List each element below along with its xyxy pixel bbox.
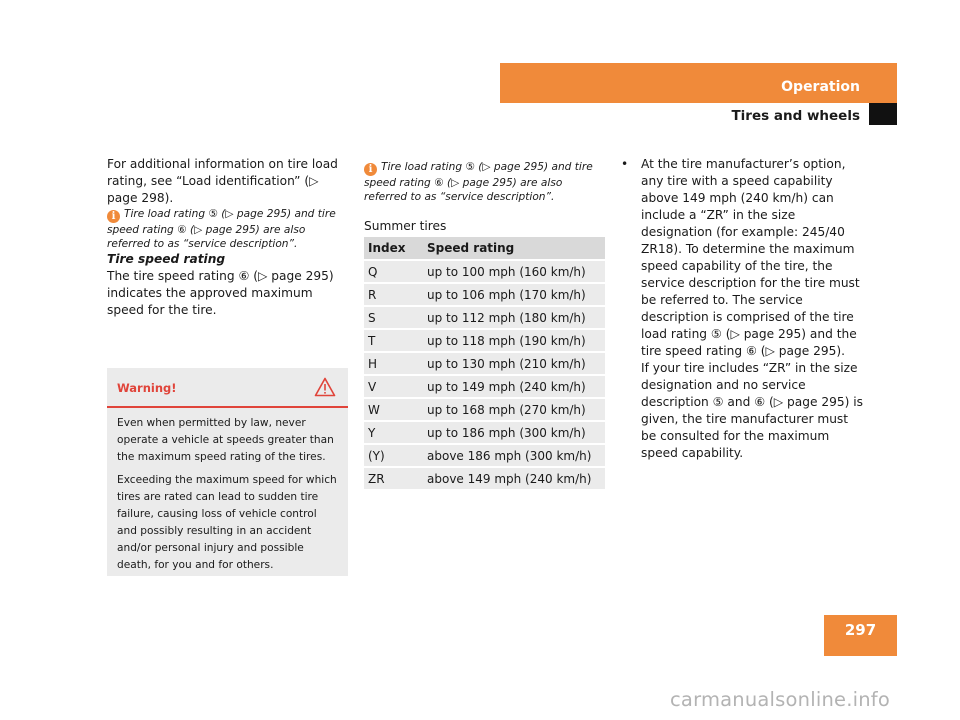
- index-cell: Q: [364, 259, 423, 282]
- right-column: [617, 156, 867, 462]
- table-row: [364, 305, 605, 328]
- section-title: Operation: [781, 79, 860, 95]
- table-row: [364, 374, 605, 397]
- info-icon: i: [364, 163, 377, 176]
- page-number: 297: [844, 621, 877, 639]
- section-heading: Tire speed rating: [107, 252, 226, 266]
- index-cell: (Y): [364, 443, 423, 466]
- index-cell: ZR: [364, 466, 423, 489]
- index-cell: H: [364, 351, 423, 374]
- info-note-2-text: Tire load rating ⑤ (▷ page 295) and tire speed rating ⑥ (▷ page 295) are also referred to as “service description”.: [364, 161, 593, 203]
- index-cell: S: [364, 305, 423, 328]
- watermark: carmanualsonline.info: [670, 688, 890, 711]
- table-row: [364, 420, 605, 443]
- info-note-2: [364, 160, 606, 204]
- speed-cell: up to 168 mph (270 km/h): [423, 397, 605, 420]
- table-header-row: [364, 237, 605, 259]
- left-column: [107, 156, 349, 319]
- table-row: [364, 466, 605, 489]
- subsection-title: Tires and wheels: [731, 108, 860, 124]
- warning-paragraph-2: Exceeding the maximum speed for which tires are rated can lead to sudden tire failure, causing loss of vehicle control and possibly resulting in an accident and/or personal injury and possible death, for you and for others.: [117, 474, 337, 571]
- middle-column: [364, 148, 606, 235]
- index-cell: R: [364, 282, 423, 305]
- speed-cell: up to 100 mph (160 km/h): [423, 259, 605, 282]
- warning-triangle-icon: [314, 377, 336, 397]
- speed-cell: up to 186 mph (300 km/h): [423, 420, 605, 443]
- bullet-dot: •: [621, 157, 629, 171]
- column-header-speed-rating: Speed rating: [423, 237, 605, 259]
- info-note-text: Tire load rating ⑤ (▷ page 295) and tire speed rating ⑥ (▷ page 295) are also referred to as “service description”.: [107, 208, 336, 250]
- warning-body: [107, 408, 348, 574]
- speed-cell: up to 149 mph (240 km/h): [423, 374, 605, 397]
- info-note: [107, 207, 349, 251]
- speed-cell: up to 112 mph (180 km/h): [423, 305, 605, 328]
- warning-box: [107, 368, 348, 576]
- warning-paragraph-1: Even when permitted by law, never operate a vehicle at speeds greater than the maximum speed rating of the tires.: [117, 417, 334, 463]
- speed-rating-paragraph: The tire speed rating ⑥ (▷ page 295) indicates the approved maximum speed for the tire.: [107, 269, 334, 317]
- warning-header: [107, 368, 348, 408]
- warning-title: Warning!: [117, 381, 177, 395]
- table-row: [364, 351, 605, 374]
- speed-cell: above 186 mph (300 km/h): [423, 443, 605, 466]
- speed-rating-table: [364, 237, 605, 489]
- table-row: [364, 328, 605, 351]
- table-row: [364, 397, 605, 420]
- zr-paragraph: If your tire includes “ZR” in the size designation and no service description ⑤ and ⑥ (▷ page 295) is given, the tire manufacturer must be consulted for the maximum speed capability.: [641, 361, 863, 460]
- column-header-index: Index: [364, 237, 423, 259]
- info-icon: i: [107, 210, 120, 223]
- speed-cell: up to 106 mph (170 km/h): [423, 282, 605, 305]
- page-number-tab: [824, 615, 897, 656]
- speed-cell: up to 118 mph (190 km/h): [423, 328, 605, 351]
- index-cell: V: [364, 374, 423, 397]
- index-cell: T: [364, 328, 423, 351]
- index-cell: Y: [364, 420, 423, 443]
- table-row: [364, 443, 605, 466]
- header-marker: [869, 103, 897, 125]
- table-row: [364, 282, 605, 305]
- intro-paragraph: For additional information on tire load rating, see “Load identification” (▷ page 298).: [107, 157, 338, 205]
- speed-cell: up to 130 mph (210 km/h): [423, 351, 605, 374]
- bullet-item: [617, 156, 867, 360]
- bullet-text: At the tire manufacturer’s option, any tire with a speed capability above 149 mph (240 km/h) can include a “ZR” in the size designation (for example: 245/40 ZR18). To determine the maximum speed capability of the tire, the service description for the tire must be referred to. The service description is comprised of the tire load rating ⑤ (▷ page 295) and the tire speed rating ⑥ (▷ page 295).: [641, 157, 860, 358]
- table-caption: Summer tires: [364, 219, 447, 233]
- table-row: [364, 259, 605, 282]
- index-cell: W: [364, 397, 423, 420]
- speed-cell: above 149 mph (240 km/h): [423, 466, 605, 489]
